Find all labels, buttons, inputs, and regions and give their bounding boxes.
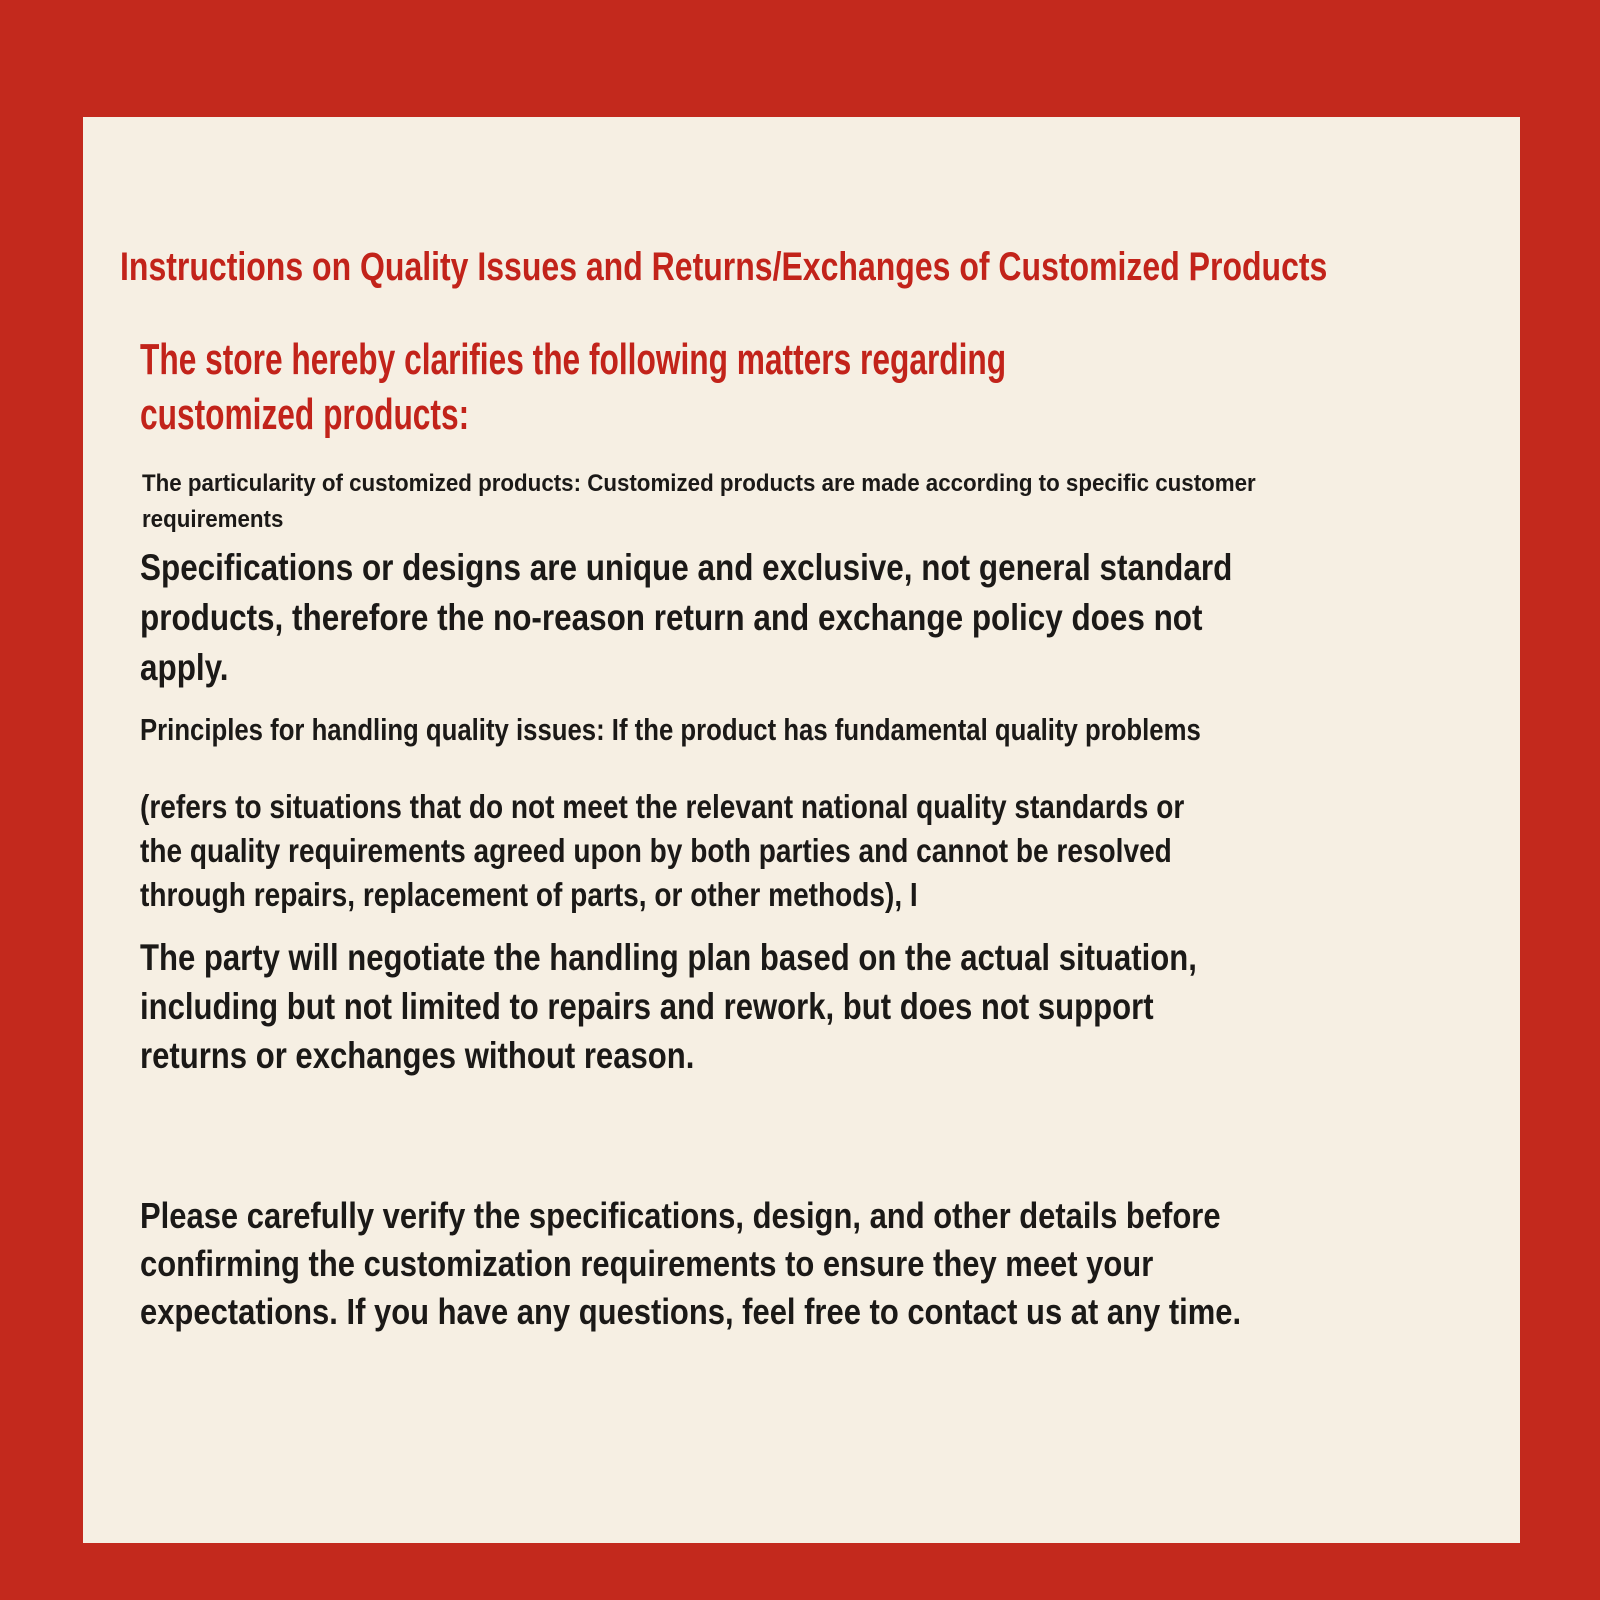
negotiation-paragraph [140,933,1398,1080]
particularity-note-line-2: requirements [142,506,284,533]
refers-paragraph [140,785,1369,917]
negotiation-paragraph-line-1: The party will negotiate the handling plan based on the actual situation, [140,937,1197,978]
specifications-paragraph-line-3: apply. [140,647,229,688]
verify-paragraph-line-3: expectations. If you have any questions, feel free to contact us at any time. [140,1291,1242,1332]
clarification-heading-line-2: customized products: [140,390,470,439]
negotiation-paragraph-line-3: returns or exchanges without reason. [140,1035,695,1076]
specifications-paragraph [140,543,1425,693]
specifications-paragraph-line-2: products, therefore the no-reason return and exchange policy does not [140,597,1203,638]
clarification-heading-line-1: The store hereby clarifies the following matters regarding [140,335,1007,384]
verify-paragraph-line-1: Please carefully verify the specifications, design, and other details before [140,1195,1221,1236]
refers-paragraph-line-1: (refers to situations that do not meet the relevant national quality standards or [140,788,1185,825]
document-title [120,244,1600,290]
principles-statement-text: Principles for handling quality issues: If the product has fundamental quality problems [140,712,1201,747]
clarification-heading [140,332,1343,442]
principles-statement [140,710,1418,750]
negotiation-paragraph-line-2: including but not limited to repairs and rework, but does not support [140,986,1154,1027]
particularity-note-line-1: The particularity of customized products: Customized products are made according to specific customer [142,470,1256,497]
refers-paragraph-line-3: through repairs, replacement of parts, or other methods), I [140,876,918,913]
specifications-paragraph-line-1: Specifications or designs are unique and exclusive, not general standard [140,547,1233,588]
verify-paragraph-line-2: confirming the customization requirements to ensure they meet your [140,1243,1154,1284]
verify-paragraph [140,1192,1420,1336]
refers-paragraph-line-2: the quality requirements agreed upon by both parties and cannot be resolved [140,832,1172,869]
document-title-text: Instructions on Quality Issues and Returns/Exchanges of Customized Products [120,245,1328,289]
particularity-note [142,466,1340,538]
